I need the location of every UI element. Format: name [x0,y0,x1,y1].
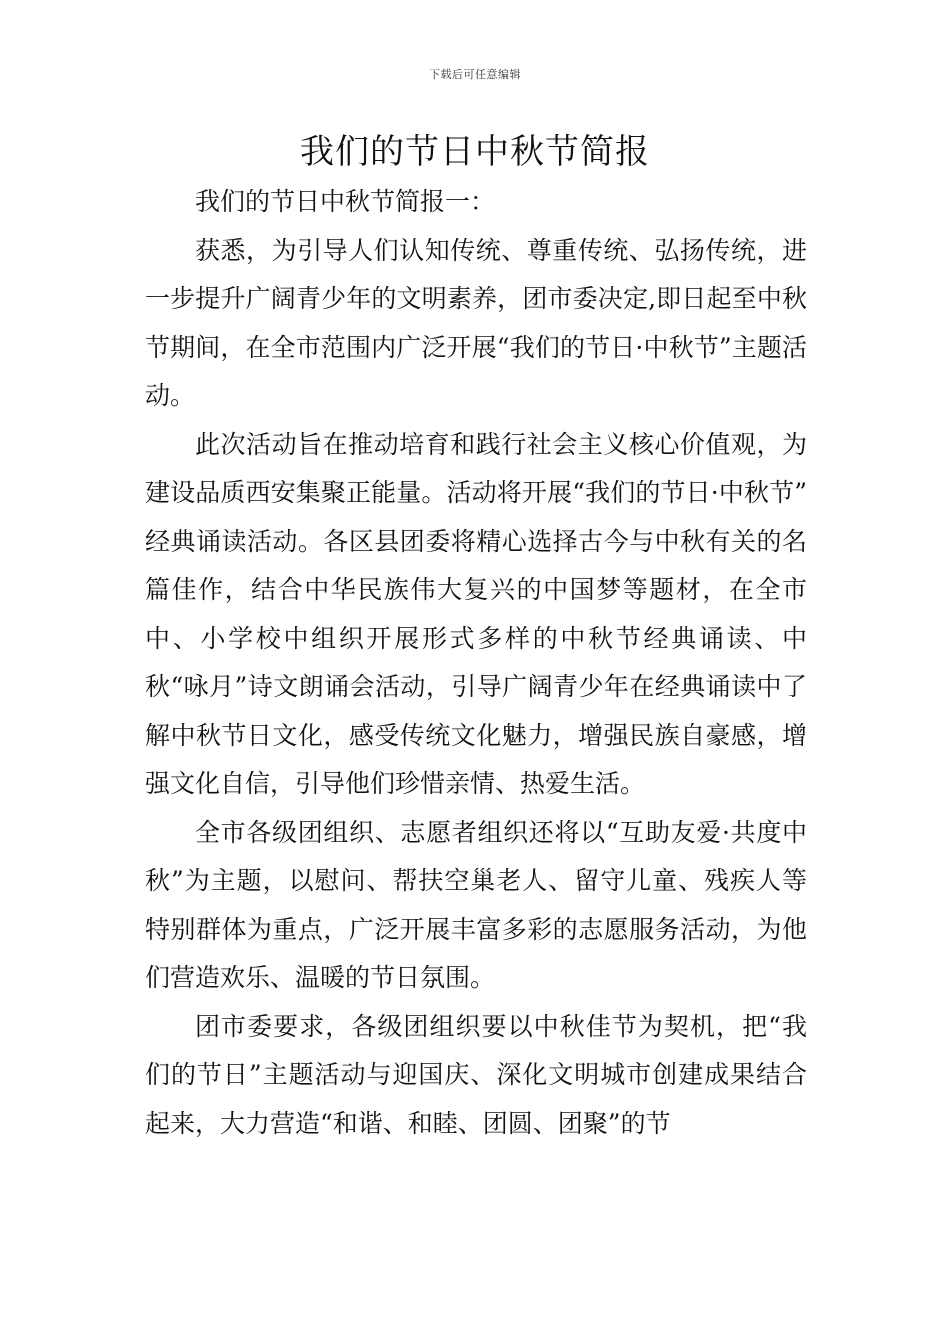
body-paragraph: 团市委要求，各级团组织要以中秋佳节为契机，把“我们的节日”主题活动与迎国庆、深化文明城市创建成果结合起来，大力营造“和谐、和睦、团圆、团聚”的节 [145,1011,807,1138]
document-body [145,178,807,1148]
body-paragraph: 全市各级团组织、志愿者组织还将以“互助友爱·共度中秋”为主题，以慰问、帮扶空巢老人、留守儿童、残疾人等特别群体为重点，广泛开展丰富多彩的志愿服务活动，为他们营造欢乐、温暖的节日氛围。 [145,817,807,992]
section-subtitle: 我们的节日中秋节简报一： [195,187,496,216]
body-paragraph: 此次活动旨在推动培育和践行社会主义核心价值观，为建设品质西安集聚正能量。活动将开展“我们的节日·中秋节” 经典诵读活动。各区县团委将精心选择古今与中秋有关的名篇佳作，结合中华民族伟大复兴的中国梦等题材，在全市中、小学校中组织开展形式多样的中秋节经典诵读、中秋“咏月”诗文朗诵会活动，引导广阔青少年在经典诵读中了解中秋节日文化，感受传统文化魅力，增强民族自豪感，增强文化自信，引导他们珍惜亲情、热爱生活。 [145,429,807,798]
header-note: 下载后可任意编辑 [429,68,521,81]
document-title: 我们的节日中秋节简报 [300,132,650,172]
body-paragraph: 获悉，为引导人们认知传统、尊重传统、弘扬传统，进一步提升广阔青少年的文明素养，团市委决定,即日起至中秋节期间，在全市范围内广泛开展“我们的节日·中秋节”主题活动。 [145,235,807,410]
